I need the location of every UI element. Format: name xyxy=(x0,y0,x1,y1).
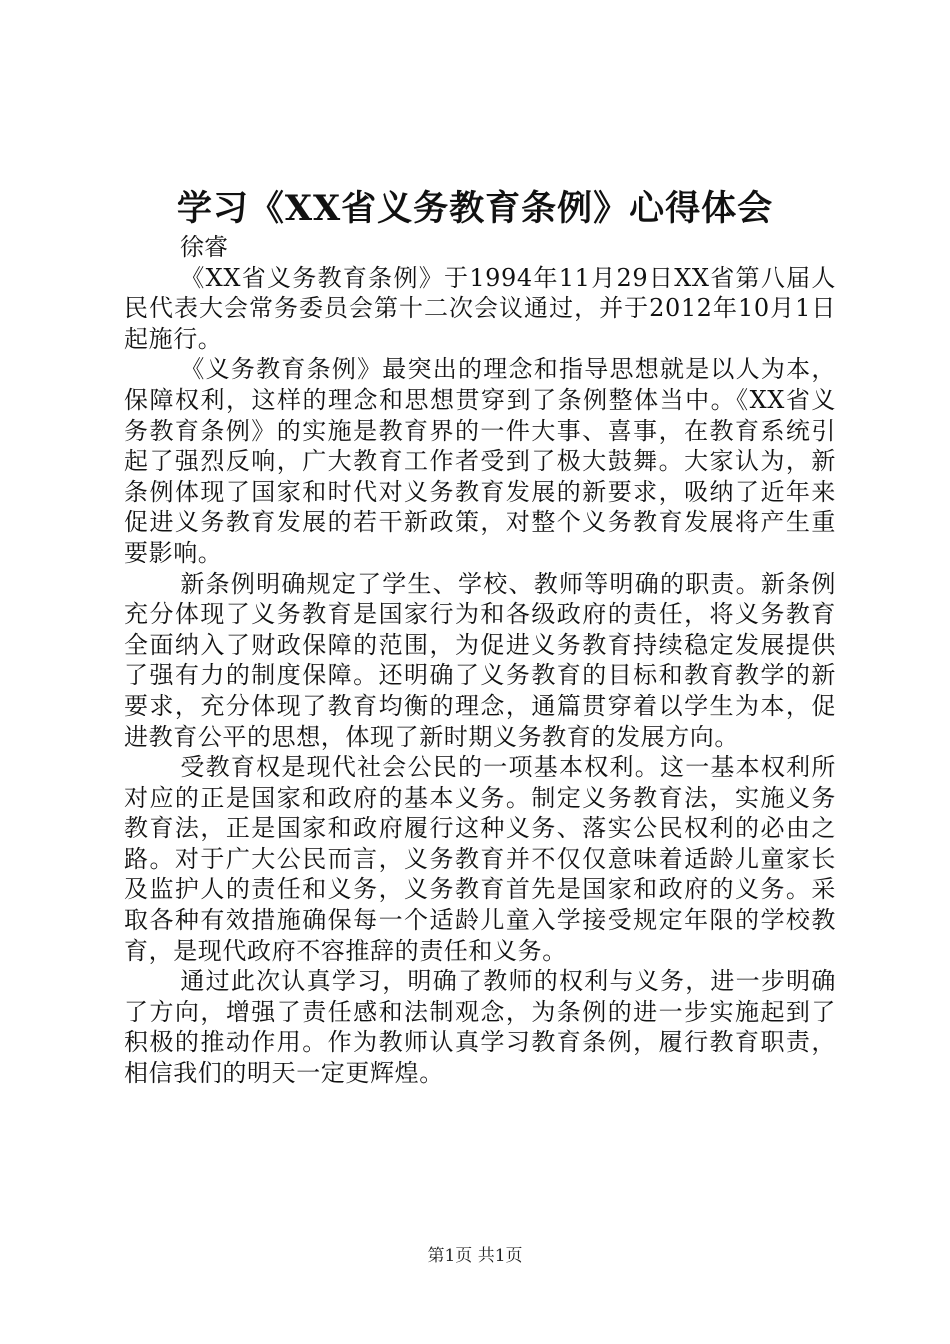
paragraph-2: 《义务教育条例》最突出的理念和指导思想就是以人为本，保障权利，这样的理念和思想贯穿到了条例整体当中。《XX省义务教育条例》的实施是教育界的一件大事、喜事，在教育系统引起了强烈反响，广大教育工作者受到了极大鼓舞。大家认为，新条例体现了国家和时代对义务教育发展的新要求，吸纳了近年来促进义务教育发展的若干新政策，对整个义务教育发展将产生重要影响。 xyxy=(124,355,836,567)
paragraph-1: 《XX省义务教育条例》于1994年11月29日XX省第八届人民代表大会常务委员会第十二次会议通过，并于2012年10月1日起施行。 xyxy=(124,263,836,353)
paragraph-3: 新条例明确规定了学生、学校、教师等明确的职责。新条例充分体现了义务教育是国家行为和各级政府的责任，将义务教育全面纳入了财政保障的范围，为促进义务教育持续稳定发展提供了强有力的制度保障。还明确了义务教育的目标和教育教学的新要求，充分体现了教育均衡的理念，通篇贯穿着以学生为本，促进教育公平的思想，体现了新时期义务教育的发展方向。 xyxy=(124,569,836,751)
page-footer: 第1页 共1页 xyxy=(427,1246,523,1266)
author-name: 徐睿 xyxy=(180,233,228,261)
document-body xyxy=(124,232,836,1089)
paragraph-5: 通过此次认真学习，明确了教师的权利与义务，进一步明确了方向，增强了责任感和法制观念，为条例的进一步实施起到了积极的推动作用。作为教师认真学习教育条例，履行教育职责，相信我们的明天一定更辉煌。 xyxy=(124,967,836,1088)
paragraph-4: 受教育权是现代社会公民的一项基本权利。这一基本权利所对应的正是国家和政府的基本义务。制定义务教育法，实施义务教育法，正是国家和政府履行这种义务、落实公民权利的必由之路。对于广大公民而言，义务教育并不仅仅意味着适龄儿童家长及监护人的责任和义务，义务教育首先是国家和政府的义务。采取各种有效措施确保每一个适龄儿童入学接受规定年限的学校教育，是现代政府不容推辞的责任和义务。 xyxy=(124,753,836,965)
document-title: 学习《XX省义务教育条例》心得体会 xyxy=(176,188,774,229)
